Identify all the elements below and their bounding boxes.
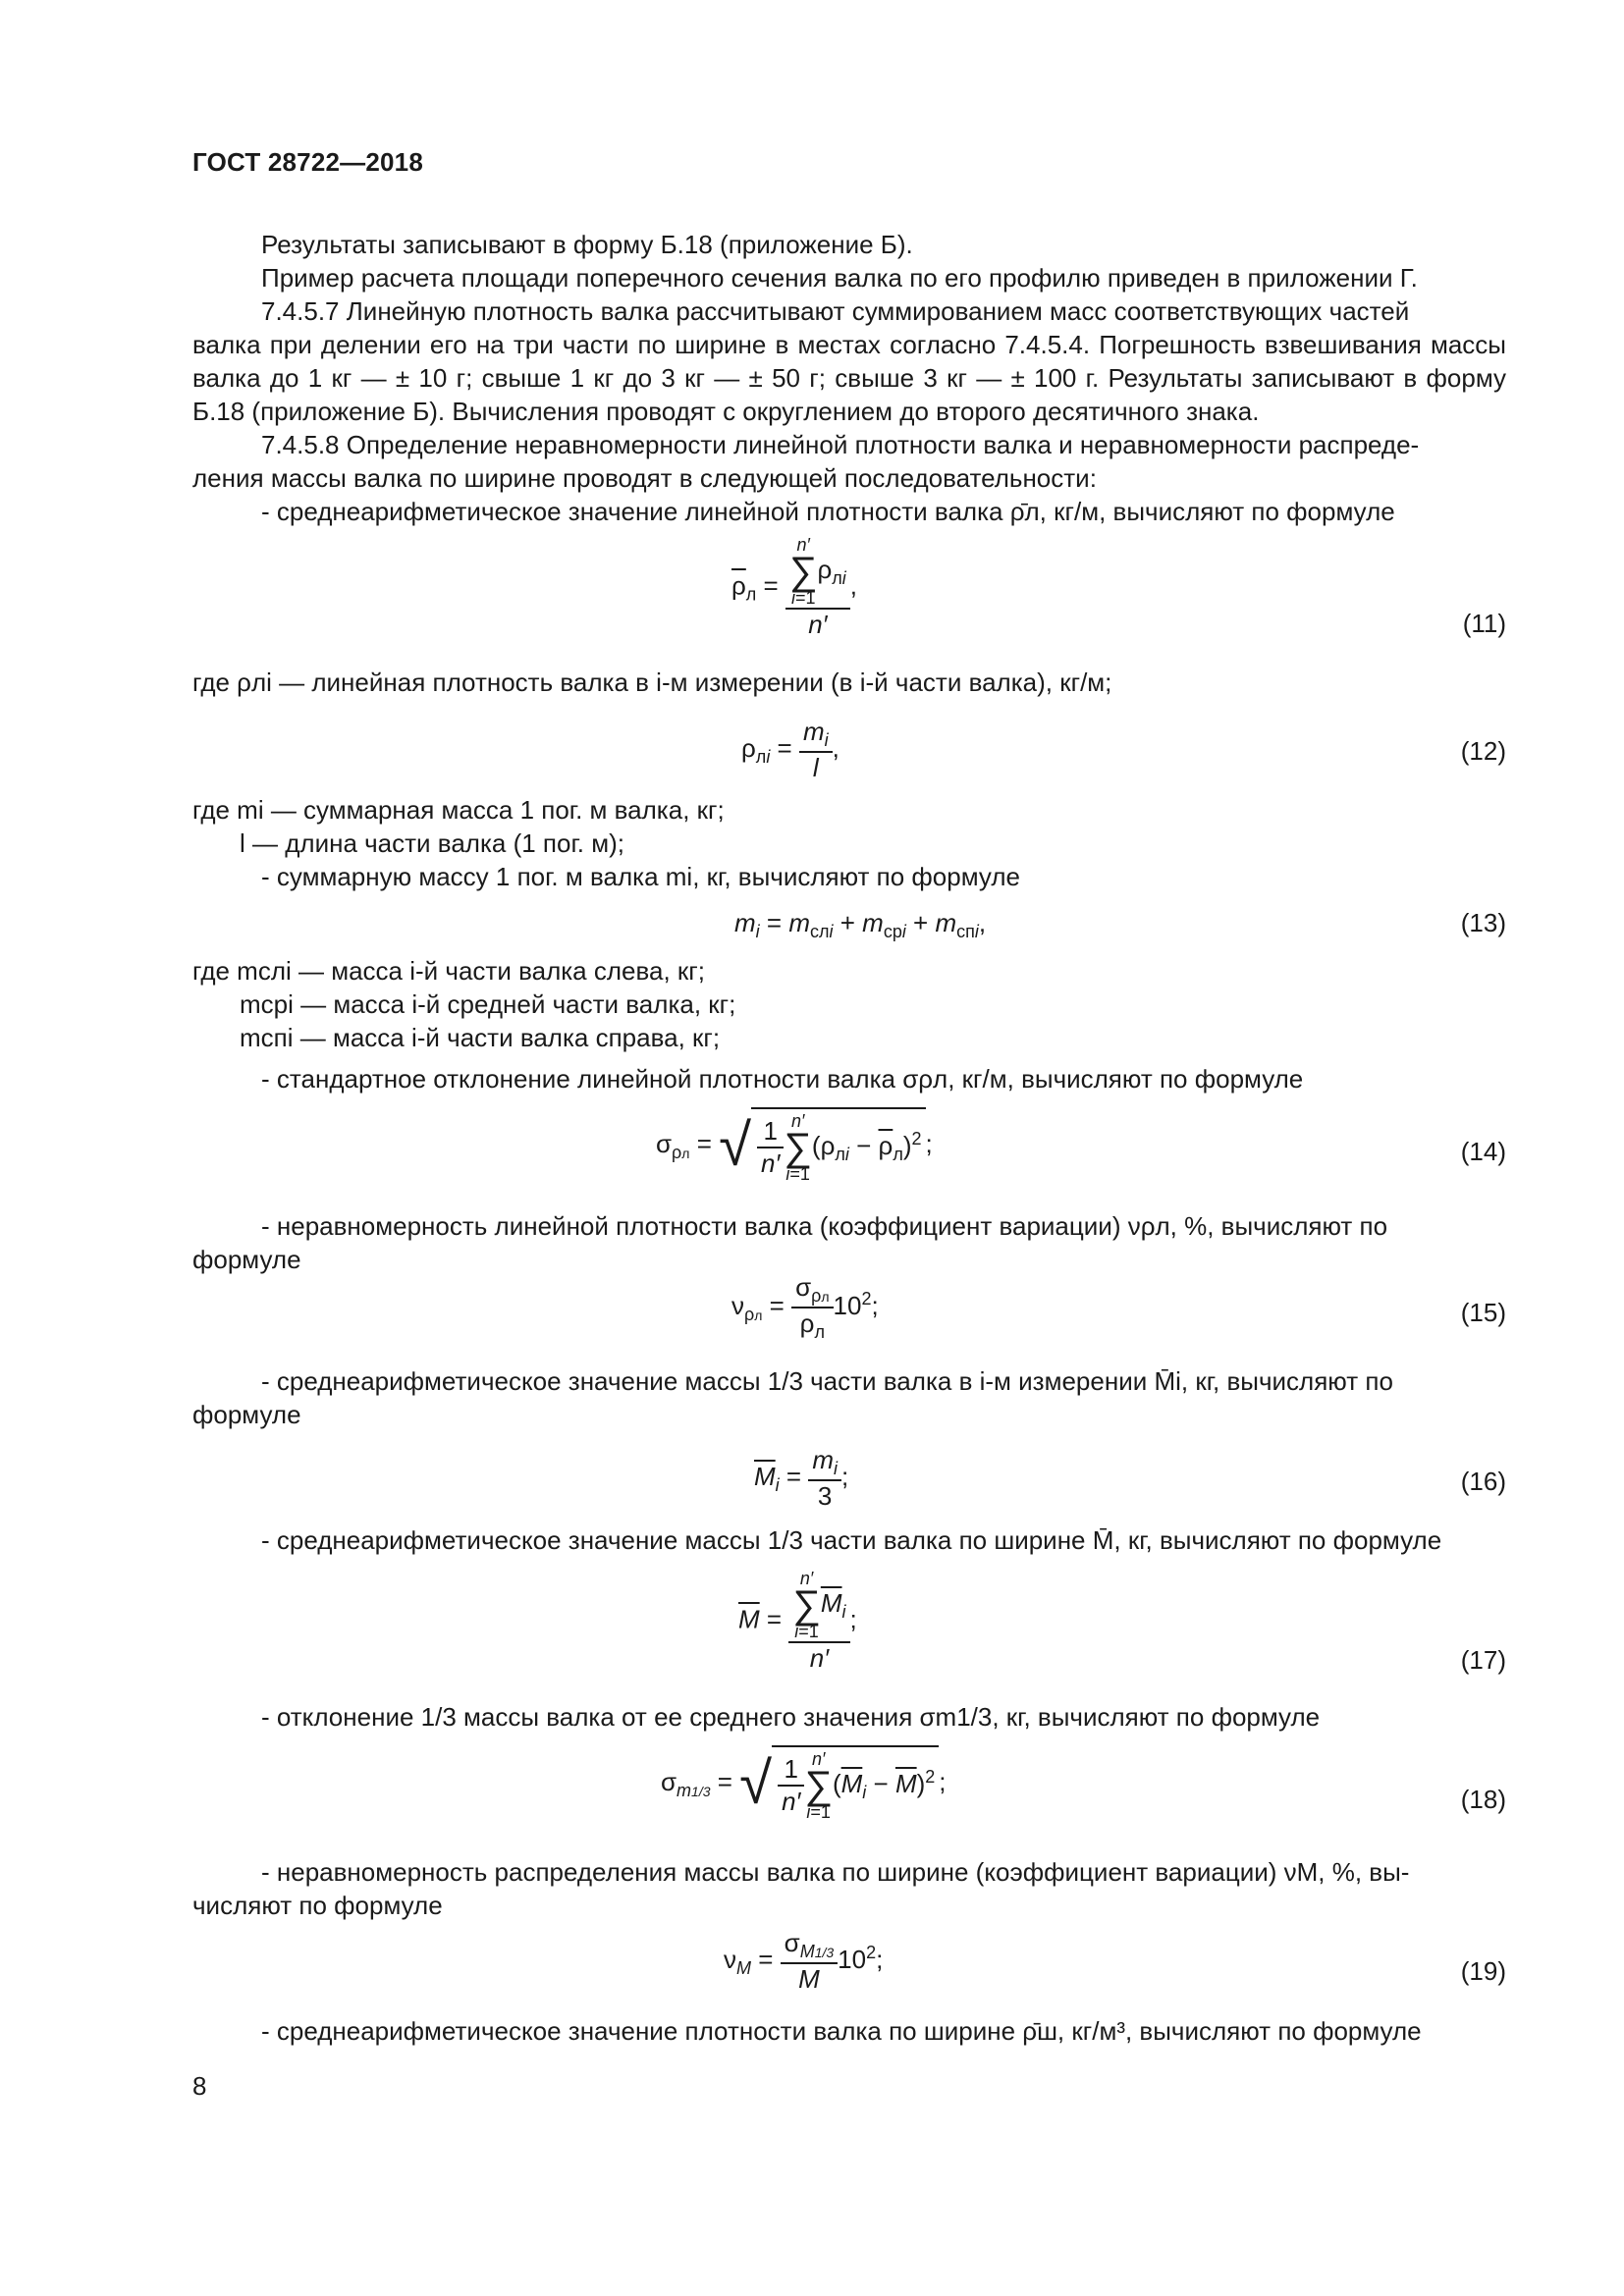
paragraph: формуле bbox=[192, 1245, 301, 1274]
equation-number: (18) bbox=[1460, 1785, 1506, 1814]
where-text: mсрi — масса i-й средней части валка, кг; bbox=[240, 989, 736, 1019]
equation-number: (11) bbox=[1462, 609, 1506, 638]
bullet-text: - отклонение 1/3 массы валка от ее среднего значения σm1/3, кг, вычисляют по формуле bbox=[261, 1702, 1321, 1732]
bullet-text: - суммарную массу 1 пог. м валка mi, кг, вычисляют по формуле bbox=[261, 862, 1020, 891]
where-text: где mi — суммарная масса 1 пог. м валка, кг; bbox=[192, 795, 725, 825]
equation-number: (13) bbox=[1460, 908, 1506, 937]
where-text: где mслi — масса i-й части валка слева, кг; bbox=[192, 956, 706, 986]
formula-12: $\rho_{лi}$ = $\frac{m_i}{l}$ , bbox=[741, 717, 839, 782]
where-text: mспi — масса i-й части валка справа, кг; bbox=[240, 1023, 721, 1052]
equation-number: (12) bbox=[1460, 736, 1506, 766]
formula-14: $\sigma_{\rho л}$ = √ $\frac{1}{n'}$ n′ ∑ $i=1(\rho_{лi} - \overline{\rho}_л)^2$ ; bbox=[656, 1107, 933, 1184]
paragraph: формуле bbox=[192, 1400, 301, 1429]
paragraph: числяют по формуле bbox=[192, 1891, 443, 1920]
equation-number: (19) bbox=[1460, 1956, 1506, 1986]
paragraph: 7.4.5.8 Определение неравномерности линейной плотности валка и неравномерности распреде- bbox=[261, 430, 1420, 459]
bullet-text: - стандартное отклонение линейной плотности валка σρл, кг/м, вычисляют по формуле bbox=[261, 1064, 1304, 1094]
paragraph: валка при делении его на три части по ширине в местах согласно 7.4.5.4. Погрешность взвешивания массы валка до 1 кг — ± 10 г; свыше 1 кг до 3 кг — ± 50 г; свыше 3 кг — ± 100 г. Результаты записывают в форму Б.18 (приложение Б). Вычисления проводят с округлением до второго десятичного знака. bbox=[192, 330, 1506, 426]
where-text: l — длина части валка (1 пог. м); bbox=[240, 828, 624, 858]
paragraph: Пример расчета площади поперечного сечения валка по его профилю приведен в приложении Г. bbox=[261, 263, 1418, 293]
formula-15: $\nu_{\rho л}$ = $\frac{\sigma_{\rho л}}{\overline{\rho}_л}$ $10^2$; bbox=[731, 1272, 879, 1342]
bullet-text: - среднеарифметическое значение плотности валка по ширине ρ̄ш, кг/м³, вычисляют по формуле bbox=[261, 2016, 1422, 2046]
equation-number: (14) bbox=[1460, 1137, 1506, 1166]
bullet-text: - среднеарифметическое значение массы 1/3 части валка по ширине M̄, кг, вычисляют по формуле bbox=[261, 1525, 1442, 1555]
equation-number: (15) bbox=[1460, 1298, 1506, 1327]
paragraph: ления массы валка по ширине проводят в следующей последовательности: bbox=[192, 463, 1097, 493]
equation-number: (17) bbox=[1460, 1645, 1506, 1675]
paragraph: Результаты записывают в форму Б.18 (приложение Б). bbox=[261, 230, 913, 259]
bullet-text: - неравномерность распределения массы валка по ширине (коэффициент вариации) νM, %, вы- bbox=[261, 1857, 1410, 1887]
formula-16: $\overline{M}_i$ = $\frac{m_i}{3}$ ; bbox=[754, 1445, 849, 1511]
equation-number: (16) bbox=[1460, 1467, 1506, 1496]
document-header: ГОСТ 28722—2018 bbox=[192, 147, 423, 177]
formula-11: $\overline{\rho}_л$ = n′ ∑ $i=1\rho_{лi}$ n′ , bbox=[731, 535, 858, 639]
bullet-text: - среднеарифметическое значение линейной плотности валка ρ̄л, кг/м, вычисляют по формуле bbox=[261, 497, 1395, 526]
bullet-text: - неравномерность линейной плотности валка (коэффициент вариации) νρл, %, вычисляют по bbox=[261, 1211, 1388, 1241]
bullet-text: - среднеарифметическое значение массы 1/3 части валка в i-м измерении M̄i, кг, вычисляют по bbox=[261, 1366, 1393, 1396]
formula-17: $\overline{M}$ = n′ ∑ $i=1\overline{M}_i$ n′ ; bbox=[738, 1569, 857, 1673]
formula-18: $\sigma_{m1/3}$ = √ $\frac{1}{n'}$ n′ ∑ $i=1(\overline{M}_i - \overline{M})^2$ ; bbox=[661, 1745, 947, 1822]
paragraph: 7.4.5.7 Линейную плотность валка рассчитывают суммированием масс соответствующих частей bbox=[261, 296, 1410, 326]
formula-13: $m_i = m_{слi} + m_{срi} + m_{спi}$, bbox=[734, 908, 987, 941]
where-text: где ρлi — линейная плотность валка в i-м измерении (в i-й части валка), кг/м; bbox=[192, 667, 1112, 697]
page-number: 8 bbox=[192, 2071, 207, 2101]
formula-19: $\nu_M$ = $\frac{\sigma_{M1/3}}{M}$ $10^2$; bbox=[724, 1928, 884, 1994]
